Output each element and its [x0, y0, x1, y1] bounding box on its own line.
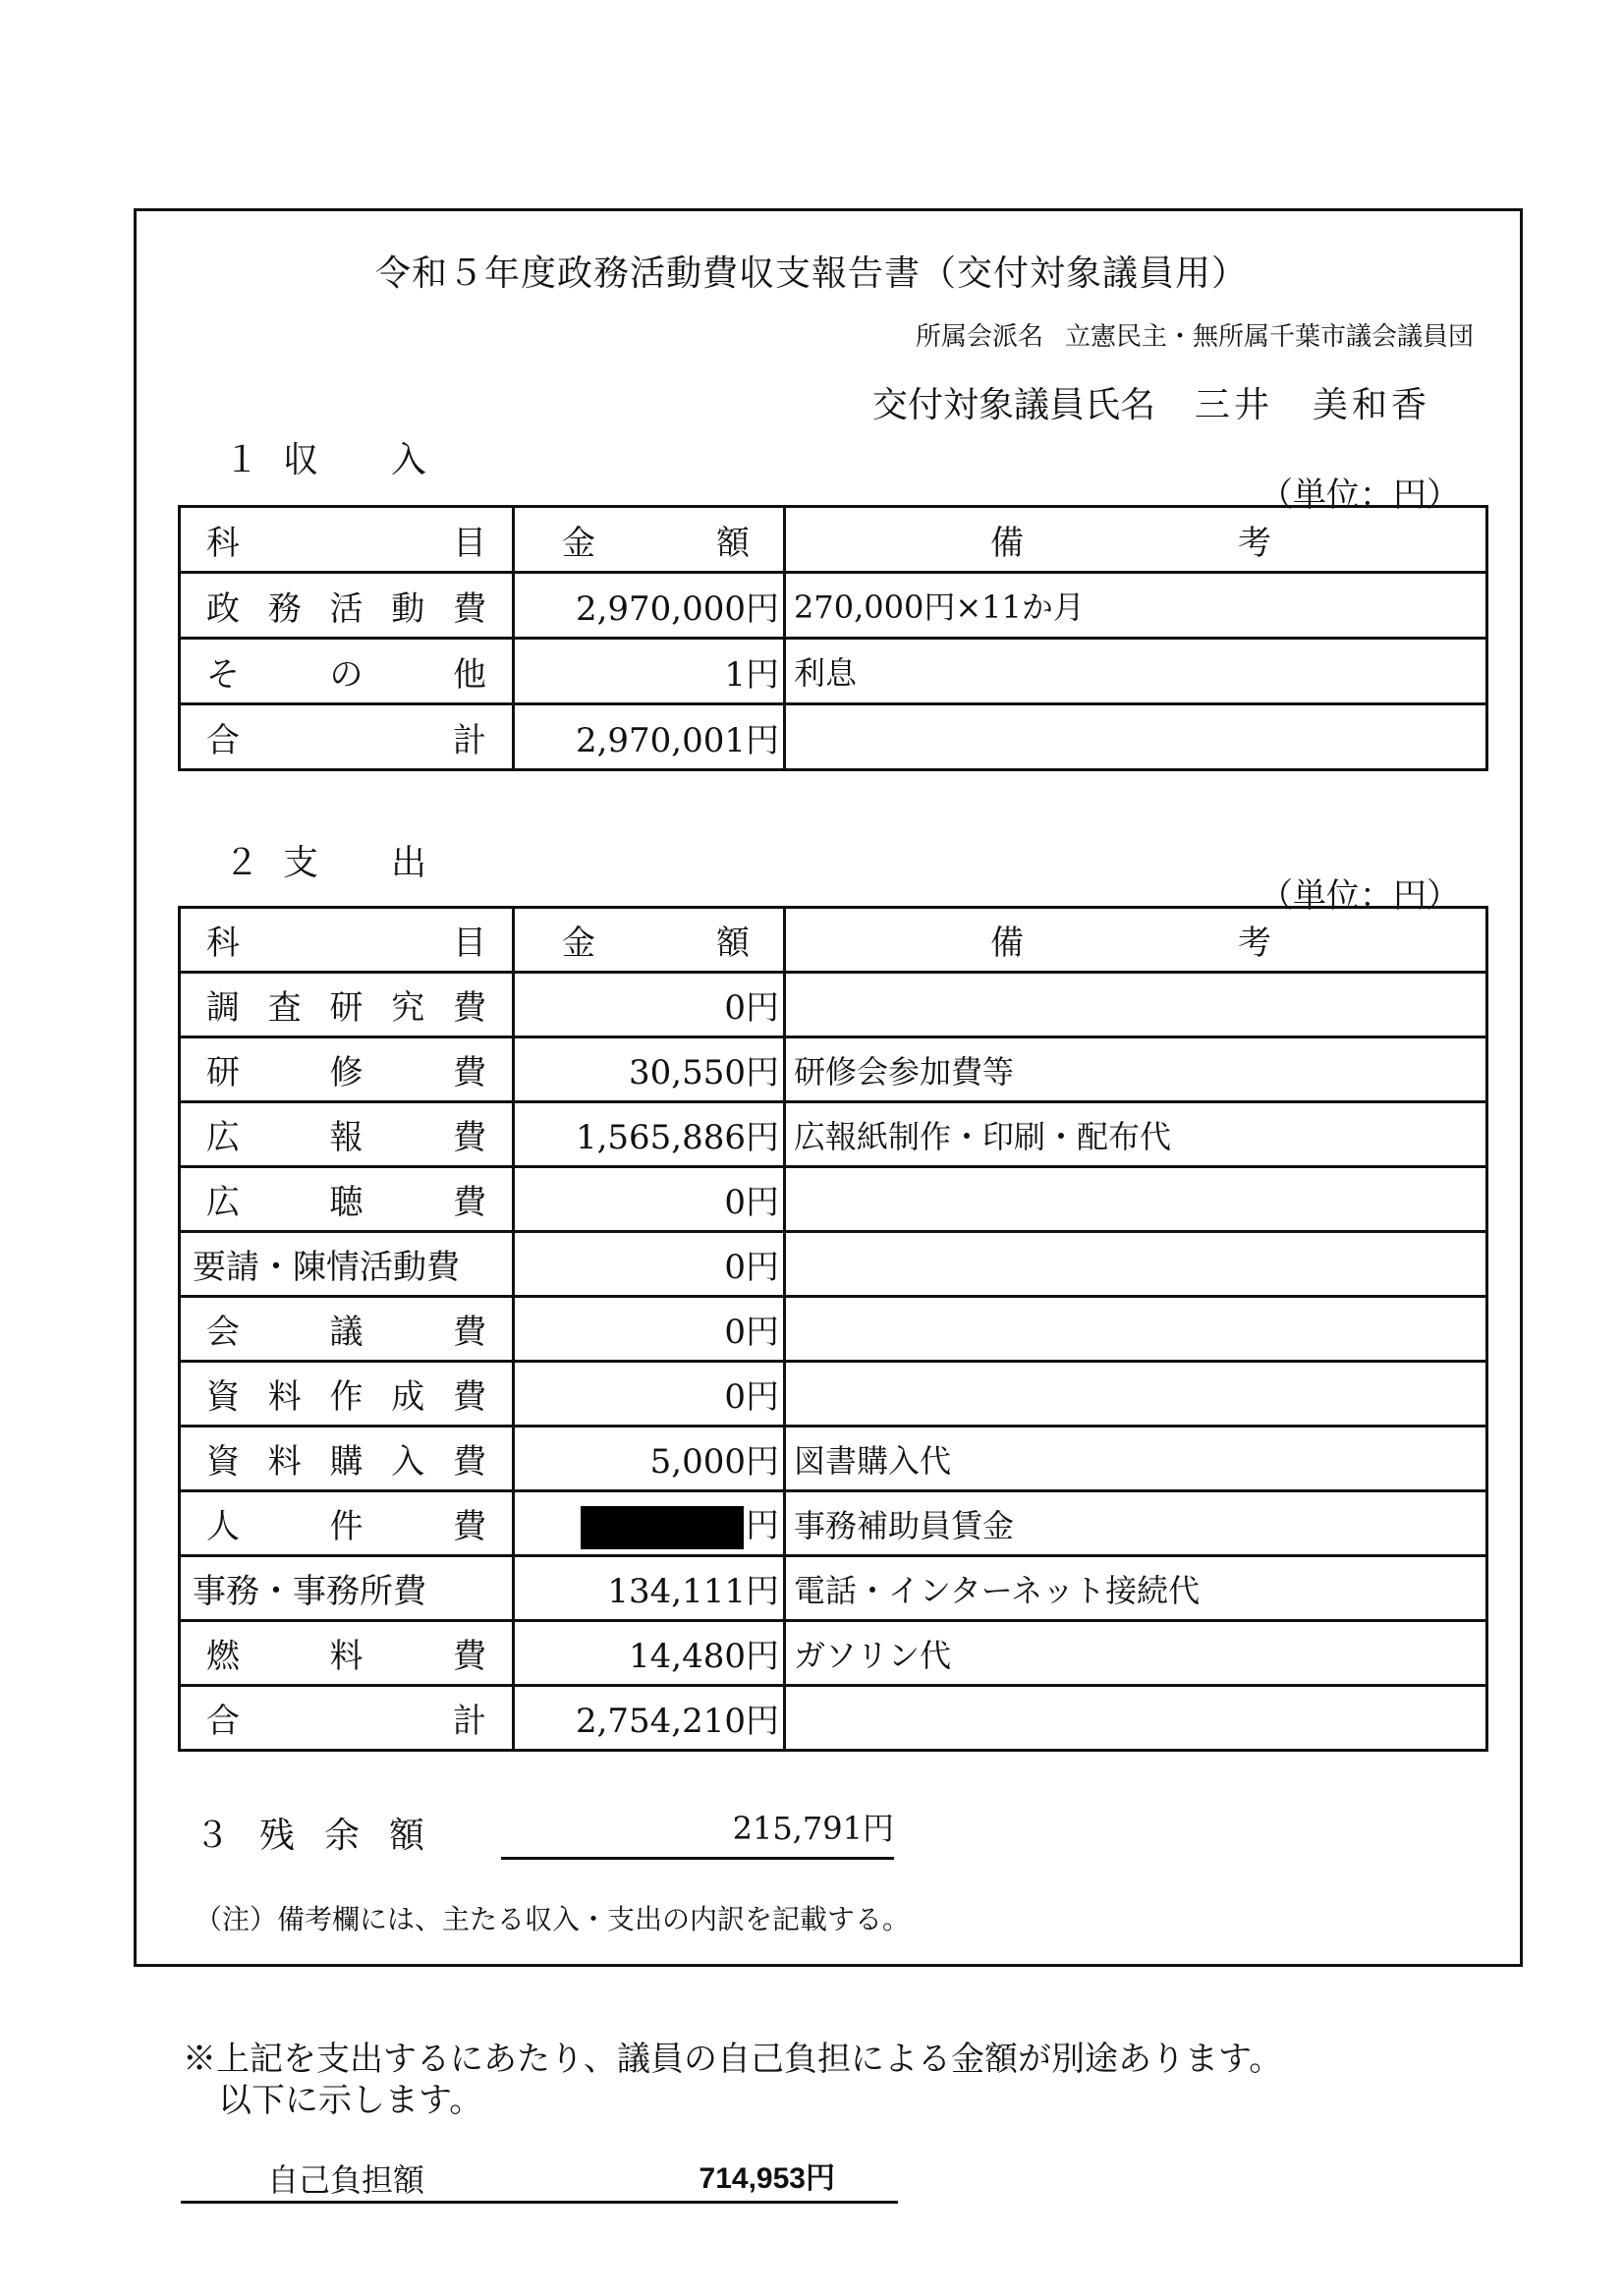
row-amount: 1円: [514, 639, 785, 704]
expense-table: [178, 906, 1488, 1752]
row-amount: 0円: [514, 1232, 785, 1297]
row-item: 調 査 研 究 費: [180, 973, 514, 1037]
expense-heading: [224, 835, 426, 885]
faction-name: 立憲民主・無所属千葉市議会議員団: [1064, 322, 1474, 352]
row-amount: 2,754,210円: [514, 1686, 785, 1751]
row-note: [785, 1297, 1487, 1362]
row-amount: 0円: [514, 973, 785, 1037]
expense-row: [180, 1102, 1487, 1167]
row-item: 広 聴 費: [180, 1167, 514, 1232]
row-amount: 30,550円: [514, 1037, 785, 1102]
row-note: 270,000円×11か月: [785, 573, 1487, 639]
row-note: [785, 1686, 1487, 1751]
balance-number: ３: [195, 1816, 231, 1856]
row-note: [785, 704, 1487, 770]
row-item: 合 計: [180, 704, 514, 770]
income-heading-number: １: [224, 440, 260, 480]
report-title: 令和５年度政務活動費収支報告書（交付対象議員用）: [374, 253, 1248, 294]
row-note: [785, 1232, 1487, 1297]
row-note: [785, 1167, 1487, 1232]
expense-row: [180, 1297, 1487, 1362]
member-label: 交付対象議員氏名: [871, 385, 1155, 425]
row-amount: 0円: [514, 1167, 785, 1232]
expense-heading-char2: 出: [391, 843, 427, 883]
income-row: [180, 704, 1487, 770]
expense-row: [180, 1362, 1487, 1427]
income-heading-char1: 収: [283, 440, 319, 480]
expense-unit: （単位：円）: [1259, 876, 1460, 916]
row-note: 電話・インターネット接続代: [785, 1556, 1487, 1621]
row-amount: 0円: [514, 1297, 785, 1362]
header-amount: 金 額: [514, 908, 785, 973]
balance-char2: 余: [324, 1816, 361, 1856]
expense-row: [180, 1427, 1487, 1491]
row-item: 会 議 費: [180, 1297, 514, 1362]
row-note: [785, 1362, 1487, 1427]
row-item: 要請・陳情活動費: [180, 1232, 514, 1297]
row-item: 人 件 費: [180, 1491, 514, 1556]
row-amount: 134,111円: [514, 1556, 785, 1621]
row-amount: 14,480円: [514, 1621, 785, 1686]
expense-row: [180, 1232, 1487, 1297]
footnote: （注）備考欄には、主たる収入・支出の内訳を記載する。: [195, 1903, 911, 1935]
expense-header-row: [180, 908, 1487, 973]
row-amount: 2,970,000円: [514, 573, 785, 639]
balance-char3: 額: [389, 1816, 425, 1856]
header-item: 科 目: [180, 908, 514, 973]
income-row: [180, 639, 1487, 704]
row-item: 合 計: [180, 1686, 514, 1751]
extra-note-line2: 以下に示します。: [218, 2081, 483, 2120]
expense-row: [180, 1167, 1487, 1232]
income-heading: [224, 432, 426, 482]
member-line: [872, 377, 1430, 427]
expense-row: [180, 1556, 1487, 1621]
expense-row: [180, 1491, 1487, 1556]
row-amount: 円: [514, 1491, 785, 1556]
row-item: 研 修 費: [180, 1037, 514, 1102]
row-note: 広報紙制作・印刷・配布代: [785, 1102, 1487, 1167]
faction-line: [916, 316, 1474, 353]
income-table: [178, 505, 1488, 771]
redaction-block: [581, 1506, 744, 1549]
row-note: 事務補助員賃金: [785, 1491, 1487, 1556]
header-item: 科 目: [180, 507, 514, 573]
extra-note-line1: ※上記を支出するにあたり、議員の自己負担による金額が別途あります。: [183, 2040, 1283, 2079]
row-item: 広 報 費: [180, 1102, 514, 1167]
self-burden-underline: [181, 2201, 898, 2204]
row-note: 図書購入代: [785, 1427, 1487, 1491]
income-row: [180, 573, 1487, 639]
income-heading-char2: 入: [391, 440, 427, 480]
self-burden-label: 自己負担額: [267, 2162, 425, 2198]
header-note: 備 考: [785, 507, 1487, 573]
balance-underline: [501, 1857, 894, 1860]
expense-row: [180, 1621, 1487, 1686]
row-item: 政 務 活 動 費: [180, 573, 514, 639]
row-note: [785, 973, 1487, 1037]
income-header-row: [180, 507, 1487, 573]
header-note: 備 考: [785, 908, 1487, 973]
row-item: 資 料 購 入 費: [180, 1427, 514, 1491]
row-amount: 2,970,001円: [514, 704, 785, 770]
expense-heading-number: ２: [224, 843, 260, 883]
self-burden-value: 714,953円: [699, 2162, 835, 2195]
row-item: 資 料 作 成 費: [180, 1362, 514, 1427]
row-note: 研修会参加費等: [785, 1037, 1487, 1102]
income-unit: （単位：円）: [1259, 476, 1460, 515]
row-item: 事務・事務所費: [180, 1556, 514, 1621]
expense-row: [180, 1037, 1487, 1102]
expense-heading-char1: 支: [283, 843, 319, 883]
expense-row: [180, 973, 1487, 1037]
row-amount: 1,565,886円: [514, 1102, 785, 1167]
row-amount: 0円: [514, 1362, 785, 1427]
faction-label: 所属会派名: [915, 322, 1043, 352]
row-item: そ の 他: [180, 639, 514, 704]
header-amount: 金 額: [514, 507, 785, 573]
balance-label: [195, 1808, 454, 1858]
row-amount: 5,000円: [514, 1427, 785, 1491]
row-note: ガソリン代: [785, 1621, 1487, 1686]
balance-value: 215,791円: [732, 1810, 894, 1847]
row-note: 利息: [785, 639, 1487, 704]
row-item: 燃 料 費: [180, 1621, 514, 1686]
expense-row: [180, 1686, 1487, 1751]
member-name: 三井 美和香: [1194, 385, 1430, 425]
balance-char1: 残: [259, 1816, 296, 1856]
